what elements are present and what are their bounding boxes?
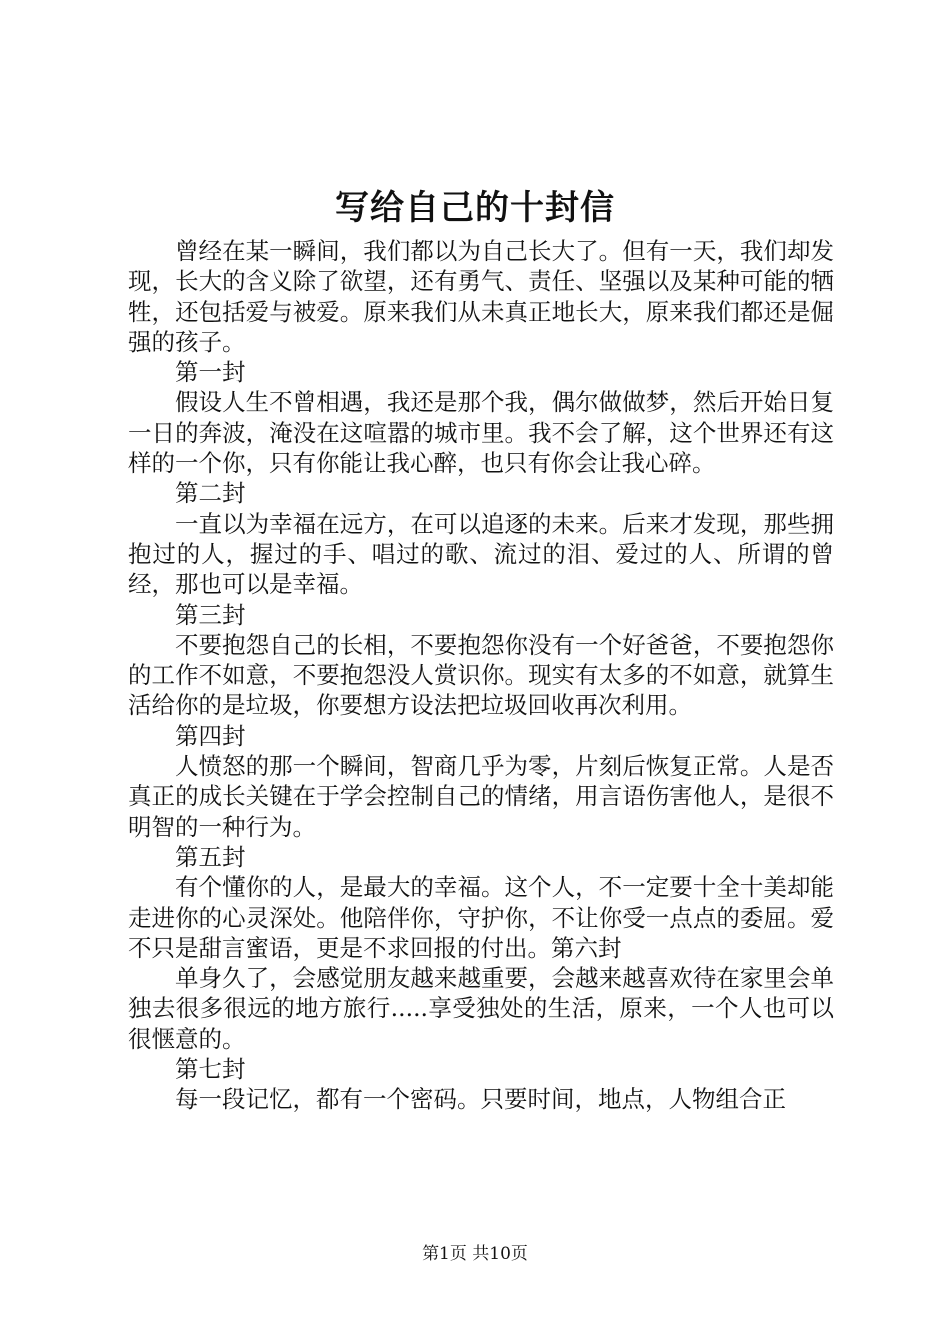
letter-2-heading: 第二封 <box>175 479 246 508</box>
letter-7-heading: 第七封 <box>175 1055 246 1084</box>
letter-7-text: 每一段记忆，都有一个密码。只要时间，地点，人物组合正 <box>175 1085 786 1114</box>
letter-5-text: 有个懂你的人，是最大的幸福。这个人，不一定要十全十美却能走进你的心灵深处。他陪伴你，守护你，不让你受一点点的委屈。爱不只是甜言蜜语，更是不求回报的付出。第六封 <box>128 873 834 962</box>
letter-3-heading: 第三封 <box>175 600 246 629</box>
page-footer: 第1页 共10页 <box>422 1244 528 1264</box>
letter-3-text: 不要抱怨自己的长相，不要抱怨你没有一个好爸爸，不要抱怨你的工作不如意，不要抱怨没人赏识你。现实有太多的不如意，就算生活给你的是垃圾，你要想方设法把垃圾回收再次利用。 <box>128 630 834 720</box>
letter-4-text: 人愤怒的那一个瞬间，智商几乎为零，片刻后恢复正常。人是否真正的成长关键在于学会控制自己的情绪，用言语伤害他人，是很不明智的一种行为。 <box>128 752 834 841</box>
letter-1-text: 假设人生不曾相遇，我还是那个我，偶尔做做梦，然后开始日复一日的奔波，淹没在这喧嚣的城市里。我不会了解，这个世界还有这样的一个你，只有你能让我心醉，也只有你会让我心碎。 <box>128 388 834 478</box>
intro-paragraph: 曾经在某一瞬间，我们都以为自己长大了。但有一天，我们却发现，长大的含义除了欲望，还有勇气、责任、坚强以及某种可能的牺牲，还包括爱与被爱。原来我们从未真正地长大，原来我们都还是倔强的孩子。 <box>128 237 834 356</box>
document-body <box>128 236 834 1115</box>
letter-1-heading: 第一封 <box>175 358 246 387</box>
letter-4-heading: 第四封 <box>175 721 246 750</box>
document-title: 写给自己的十封信 <box>335 188 615 228</box>
letter-6-text: 单身久了，会感觉朋友越来越重要，会越来越喜欢待在家里会单独去很多很远的地方旅行.....享受独处的生活，原来，一个人也可以很惬意的。 <box>128 964 834 1053</box>
letter-5-heading: 第五封 <box>175 842 246 871</box>
letter-2-text: 一直以为幸福在远方，在可以追逐的未来。后来才发现，那些拥抱过的人，握过的手、唱过的歌、流过的泪、爱过的人、所谓的曾经，那也可以是幸福。 <box>128 509 834 599</box>
